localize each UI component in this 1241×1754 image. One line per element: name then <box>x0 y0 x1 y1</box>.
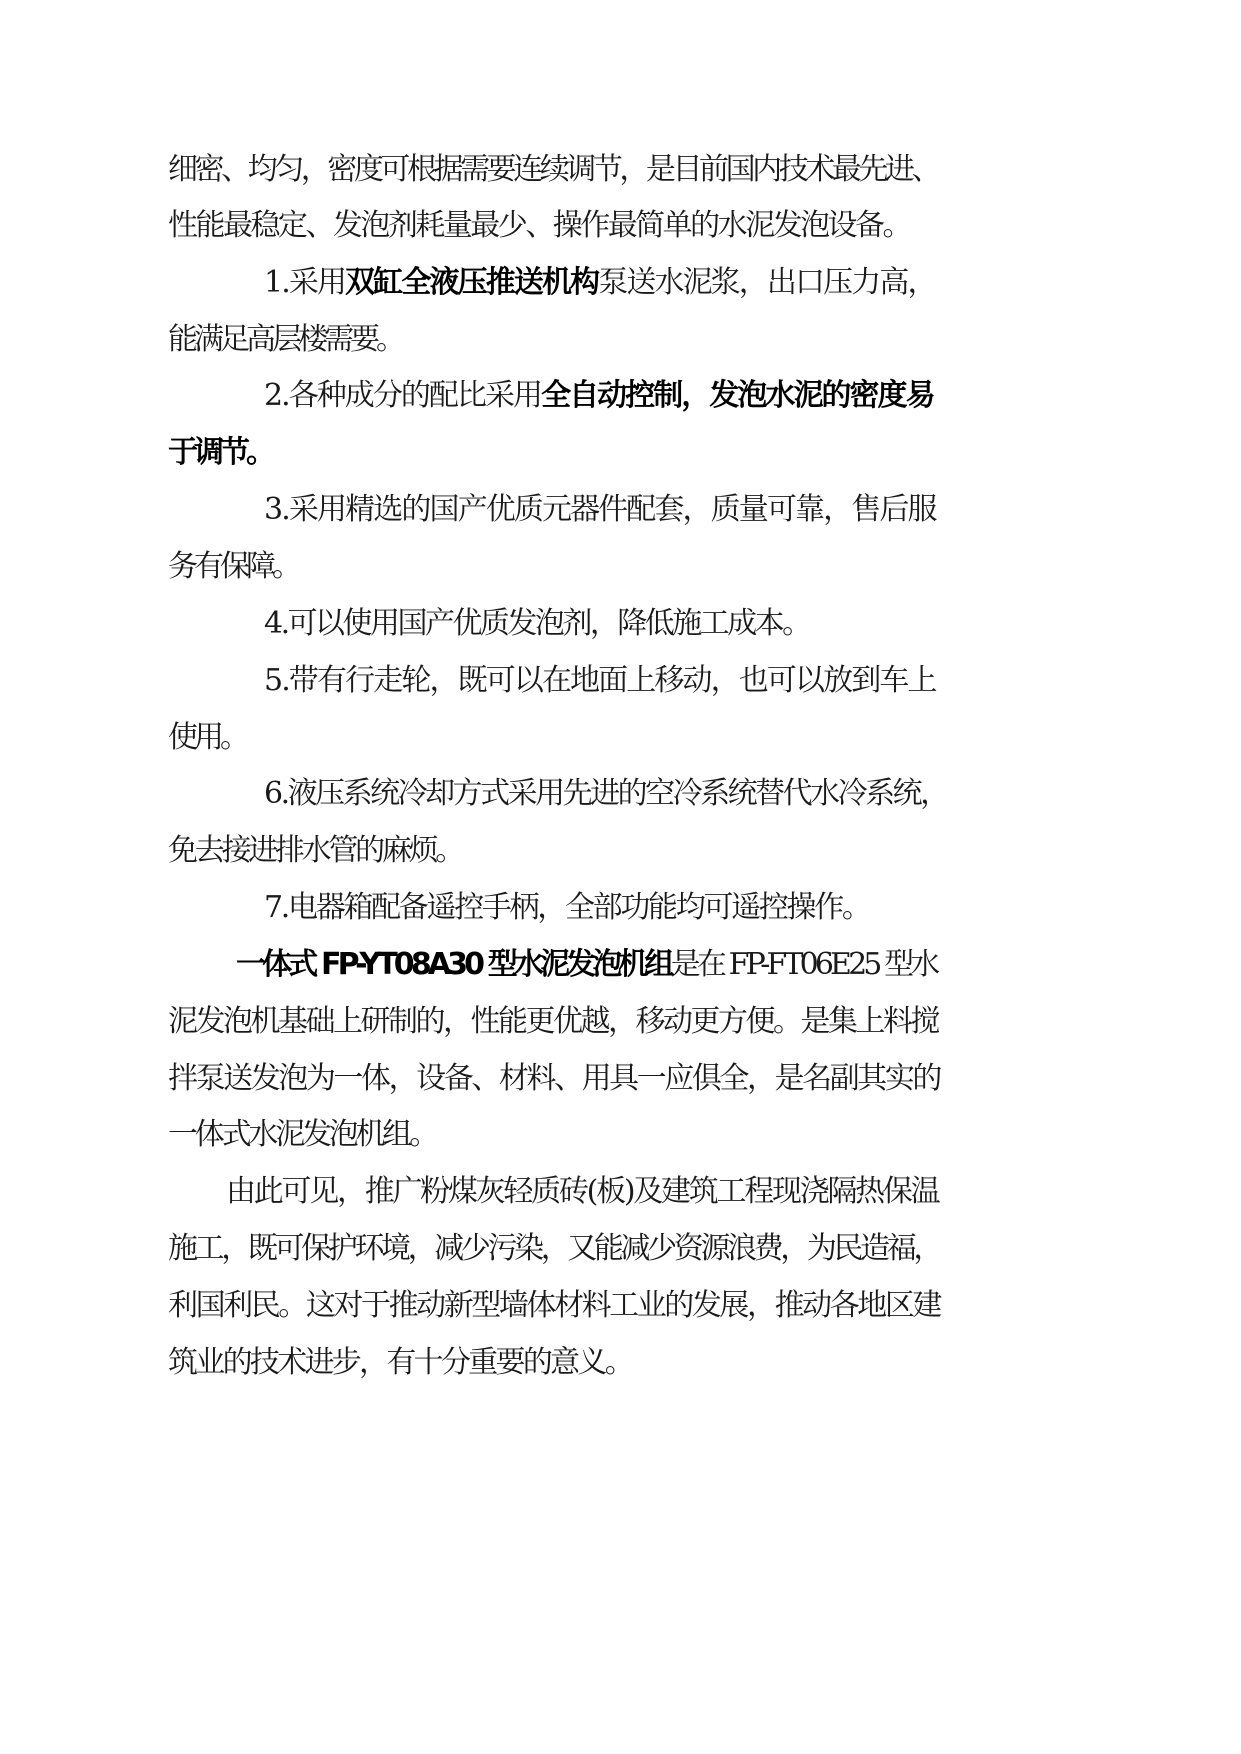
text-line <box>168 206 910 246</box>
text-segment: 3.采用精选的国产优质元器件配套，质量可靠，售后服 <box>264 492 936 527</box>
text-line <box>168 1115 436 1155</box>
text-line <box>168 320 402 360</box>
text-segment: 施工，既可保护环境，减少污染，又能减少资源浪费，为民造福， <box>168 1231 940 1266</box>
text-segment: 由此可见，推广粉煤灰轻质砖(板)及建筑工程现浇隔热保温 <box>226 1174 939 1209</box>
text-segment: 泥发泡机基础上研制的，性能更优越，移动更方便。是集上料搅 <box>168 1004 938 1039</box>
text-line <box>264 263 936 303</box>
text-line <box>168 1343 632 1383</box>
text-line <box>168 433 272 473</box>
text-segment: 7.电器箱配备遥控手柄，全部功能均可遥控操作。 <box>264 890 870 925</box>
bold-text: 全自动控制，发泡水泥的密度易 <box>541 378 934 413</box>
text-line <box>168 718 246 758</box>
text-segment: 1.采用 <box>264 265 346 300</box>
text-segment: 是在 FP-FT06E25 型水 <box>670 947 937 982</box>
text-line <box>168 1002 938 1042</box>
text-segment: 筑业的技术进步，有十分重要的意义。 <box>168 1345 632 1380</box>
text-segment: 拌泵送发泡为一体，设备、材料、用具一应俱全，是名副其实的 <box>168 1061 940 1096</box>
text-line <box>168 547 298 587</box>
text-segment: 利国利民。这对于推动新型墙体材料工业的发展，推动各地区建 <box>168 1288 940 1323</box>
text-segment: 细密、均匀，密度可根据需要连续调节，是目前国内技术最先进、 <box>168 152 938 187</box>
bold-text: 一体式 FP-YT08A30 型水泥发泡机组 <box>236 947 671 982</box>
text-segment: 能满足高层楼需要。 <box>168 322 402 357</box>
text-line <box>236 945 936 985</box>
text-line <box>226 1172 938 1212</box>
text-line <box>168 1229 940 1269</box>
text-line <box>168 1059 940 1099</box>
bold-text: 于调节。 <box>168 435 272 470</box>
text-line <box>168 1286 940 1326</box>
text-segment: 务有保障。 <box>168 549 298 584</box>
text-line <box>264 604 810 644</box>
text-segment: 2.各种成分的配比采用 <box>264 378 542 413</box>
text-line <box>168 150 938 190</box>
text-segment: 性能最稳定、发泡剂耗量最少、操作最简单的水泥发泡设备。 <box>168 208 910 243</box>
text-segment: 一体式水泥发泡机组。 <box>168 1117 436 1152</box>
text-line <box>264 661 936 701</box>
text-line <box>168 831 462 871</box>
text-line <box>264 774 948 814</box>
text-segment: 4.可以使用国产优质发泡剂，降低施工成本。 <box>264 606 810 641</box>
bold-text: 双缸全液压推送机构 <box>345 265 599 300</box>
text-line <box>264 376 934 416</box>
text-segment: 6.液压系统冷却方式采用先进的空冷系统替代水冷系统， <box>264 776 948 811</box>
text-segment: 泵送水泥浆，出口压力高， <box>598 265 936 300</box>
text-line <box>264 888 870 928</box>
text-segment: 免去接进排水管的麻烦。 <box>168 833 462 868</box>
text-segment: 5.带有行走轮，既可以在地面上移动，也可以放到车上 <box>264 663 936 698</box>
text-line <box>264 490 936 530</box>
text-segment: 使用。 <box>168 720 246 755</box>
